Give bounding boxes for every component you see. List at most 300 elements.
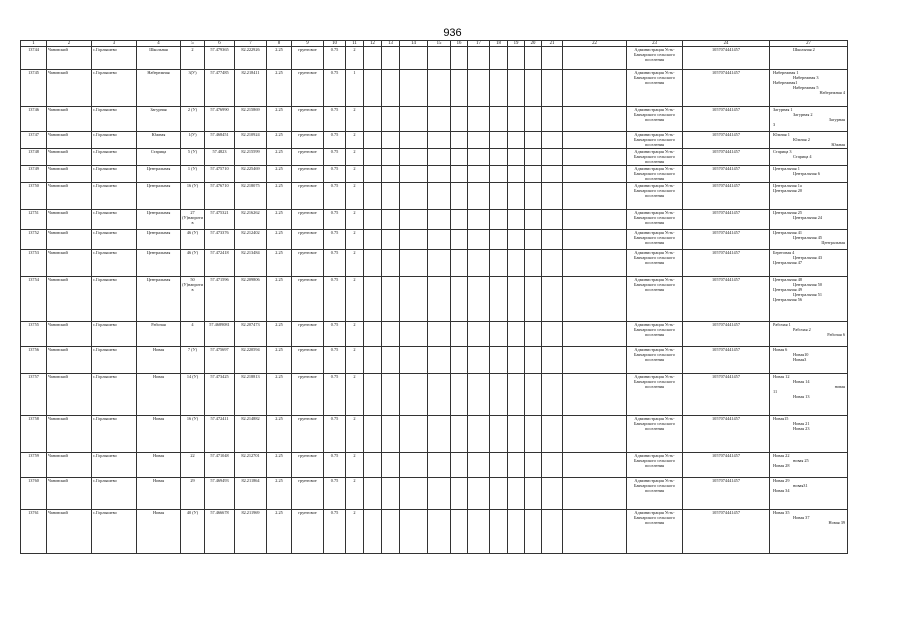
cell-empty-20: [525, 416, 542, 453]
table-row: [21, 107, 848, 132]
cell-area: 2.25: [267, 374, 292, 416]
served-address: Новая 22: [773, 453, 790, 458]
cell-empty-22: [563, 70, 627, 107]
cell-id: 12751: [21, 210, 47, 230]
cell-empty-16: [451, 453, 468, 478]
cell-empty-18: [490, 510, 508, 554]
cell-district: Чановский: [47, 347, 92, 374]
cell-longitude: 82.209806: [235, 277, 267, 322]
cell-empty-17: [468, 347, 490, 374]
cell-latitude: 57.476990: [205, 107, 235, 132]
cell-empty-20: [525, 132, 542, 149]
served-address: Центральная 48: [773, 277, 802, 282]
cell-id: 13747: [21, 132, 47, 149]
cell-street: Новая: [137, 416, 181, 453]
cell-house: 4: [181, 322, 205, 347]
table-row: [21, 70, 848, 107]
cell-empty-22: [563, 149, 627, 166]
cell-volume: 0.75: [324, 230, 346, 250]
column-number-20: 20: [525, 41, 542, 47]
cell-district: Чановский: [47, 132, 92, 149]
cell-empty-14: [400, 107, 428, 132]
column-number-12: 12: [364, 41, 382, 47]
cell-empty-21: [542, 183, 563, 210]
cell-containers: 2: [346, 107, 364, 132]
cell-empty-16: [451, 230, 468, 250]
cell-organization: Администрация Усть-Бакчарского сельского поселения: [627, 149, 683, 166]
cell-street: Новая: [137, 453, 181, 478]
cell-empty-15: [428, 149, 451, 166]
cell-empty-16: [451, 166, 468, 183]
cell-empty-13: [382, 166, 400, 183]
cell-house: 29: [181, 478, 205, 510]
column-number-13: 13: [382, 41, 400, 47]
served-address: Новая 12: [773, 374, 790, 379]
cell-containers: 1: [346, 70, 364, 107]
cell-empty-22: [563, 47, 627, 70]
cell-latitude: 57.471048: [205, 453, 235, 478]
cell-organization: Администрация Усть-Бакчарского сельского поселения: [627, 250, 683, 277]
cell-id: 13748: [21, 149, 47, 166]
cell-empty-13: [382, 230, 400, 250]
cell-area: 2.25: [267, 149, 292, 166]
cell-empty-21: [542, 510, 563, 554]
cell-empty-13: [382, 107, 400, 132]
cell-volume: 0.75: [324, 250, 346, 277]
cell-empty-15: [428, 107, 451, 132]
table-row: [21, 374, 848, 416]
served-address: Центральная: [821, 240, 845, 245]
served-address: Загурная: [828, 117, 845, 122]
cell-empty-21: [542, 416, 563, 453]
cell-empty-16: [451, 347, 468, 374]
cell-empty-13: [382, 70, 400, 107]
cell-street: Новая: [137, 374, 181, 416]
cell-empty-20: [525, 478, 542, 510]
served-address: Новая 35: [773, 510, 790, 515]
cell-empty-12: [364, 510, 382, 554]
column-number-9: 9: [292, 41, 324, 47]
cell-empty-17: [468, 453, 490, 478]
registry-table: [20, 40, 848, 554]
column-number-18: 18: [490, 41, 508, 47]
served-address: Центральная 56: [773, 297, 802, 302]
cell-id: 13759: [21, 453, 47, 478]
cell-empty-16: [451, 107, 468, 132]
column-number-10: 10: [324, 41, 346, 47]
cell-empty-12: [364, 183, 382, 210]
cell-latitude: 57.4689081: [205, 322, 235, 347]
cell-longitude: 82.213484: [235, 250, 267, 277]
served-address: Старица 3: [773, 149, 792, 154]
cell-area: 2.25: [267, 277, 292, 322]
served-address: Центральная 50: [793, 282, 822, 287]
cell-longitude: 82.211969: [235, 510, 267, 554]
cell-empty-21: [542, 277, 563, 322]
cell-empty-12: [364, 230, 382, 250]
column-number-16: 16: [451, 41, 468, 47]
cell-surface: грунтовое: [292, 183, 324, 210]
served-address: Центральная 6: [793, 171, 820, 176]
cell-empty-19: [508, 250, 525, 277]
cell-latitude: 57.475697: [205, 347, 235, 374]
cell-empty-17: [468, 416, 490, 453]
cell-locality: с.Горлышево: [92, 70, 137, 107]
served-address: Новая 28: [773, 463, 790, 468]
cell-empty-15: [428, 132, 451, 149]
served-address: Новая 14: [793, 379, 810, 384]
cell-empty-17: [468, 166, 490, 183]
column-number-5: 5: [181, 41, 205, 47]
served-address: Набережная 4: [819, 90, 845, 95]
cell-empty-16: [451, 149, 468, 166]
served-address: Южная: [831, 142, 845, 147]
cell-empty-15: [428, 250, 451, 277]
cell-id: 13760: [21, 478, 47, 510]
served-address: Центральная 25: [773, 210, 802, 215]
cell-empty-14: [400, 47, 428, 70]
table-row: [21, 250, 848, 277]
cell-empty-16: [451, 478, 468, 510]
cell-empty-16: [451, 374, 468, 416]
cell-volume: 0.75: [324, 183, 346, 210]
cell-empty-17: [468, 107, 490, 132]
cell-district: Чановский: [47, 183, 92, 210]
cell-containers: 2: [346, 132, 364, 149]
cell-organization: Администрация Усть-Бакчарского сельского поселения: [627, 47, 683, 70]
served-address: Новая 13: [793, 394, 810, 399]
cell-empty-19: [508, 166, 525, 183]
cell-district: Чановский: [47, 250, 92, 277]
column-number-17: 17: [468, 41, 490, 47]
cell-house: 27 (У)напротив: [181, 210, 205, 230]
column-number-3: 3: [92, 41, 137, 47]
cell-empty-17: [468, 322, 490, 347]
cell-ogrn: 1057074441457: [683, 132, 770, 149]
cell-empty-14: [400, 132, 428, 149]
cell-empty-15: [428, 210, 451, 230]
cell-served-addresses: [770, 149, 848, 166]
cell-empty-17: [468, 250, 490, 277]
cell-volume: 0.75: [324, 374, 346, 416]
cell-latitude: 57.475710: [205, 166, 235, 183]
cell-surface: грунтовое: [292, 210, 324, 230]
cell-ogrn: 1057074441457: [683, 416, 770, 453]
cell-surface: грунтовое: [292, 70, 324, 107]
served-address: Центральная 43: [793, 255, 822, 260]
cell-street: Центральная: [137, 250, 181, 277]
column-number-23: 23: [627, 41, 683, 47]
cell-empty-15: [428, 478, 451, 510]
cell-latitude: 57.468451: [205, 132, 235, 149]
cell-served-addresses: [770, 210, 848, 230]
cell-ogrn: 1057074441457: [683, 322, 770, 347]
cell-empty-13: [382, 453, 400, 478]
cell-latitude: 57.476710: [205, 183, 235, 210]
column-number-8: 8: [267, 41, 292, 47]
cell-surface: грунтовое: [292, 230, 324, 250]
served-address: Загурная 1: [773, 107, 793, 112]
cell-empty-18: [490, 47, 508, 70]
cell-street: Новая: [137, 478, 181, 510]
cell-ogrn: 1057074441457: [683, 347, 770, 374]
cell-ogrn: 1057074441457: [683, 250, 770, 277]
cell-served-addresses: [770, 166, 848, 183]
cell-area: 2.25: [267, 132, 292, 149]
cell-area: 2.25: [267, 250, 292, 277]
cell-volume: 0.75: [324, 347, 346, 374]
cell-area: 2.25: [267, 107, 292, 132]
cell-empty-20: [525, 453, 542, 478]
cell-house: 40 (У): [181, 510, 205, 554]
cell-locality: с.Горлышево: [92, 277, 137, 322]
column-number-6: 6: [205, 41, 235, 47]
table-row: [21, 478, 848, 510]
cell-ogrn: 1057074441457: [683, 510, 770, 554]
cell-empty-19: [508, 510, 525, 554]
cell-empty-18: [490, 132, 508, 149]
cell-organization: Администрация Усть-Бакчарского сельского поселения: [627, 183, 683, 210]
cell-volume: 0.75: [324, 70, 346, 107]
cell-empty-16: [451, 70, 468, 107]
cell-empty-22: [563, 416, 627, 453]
cell-empty-13: [382, 132, 400, 149]
cell-empty-21: [542, 210, 563, 230]
cell-empty-22: [563, 277, 627, 322]
cell-id: 13744: [21, 47, 47, 70]
cell-empty-18: [490, 107, 508, 132]
cell-empty-13: [382, 322, 400, 347]
cell-served-addresses: [770, 183, 848, 210]
cell-house: 14 (У): [181, 374, 205, 416]
cell-latitude: 57.473376: [205, 230, 235, 250]
cell-street: Новая: [137, 347, 181, 374]
cell-area: 2.25: [267, 510, 292, 554]
cell-served-addresses: [770, 230, 848, 250]
cell-empty-22: [563, 510, 627, 554]
cell-surface: грунтовое: [292, 416, 324, 453]
served-address: Рабочая 6: [827, 332, 845, 337]
cell-id: 13761: [21, 510, 47, 554]
cell-street: Набережная: [137, 70, 181, 107]
cell-empty-22: [563, 250, 627, 277]
cell-empty-14: [400, 230, 428, 250]
cell-empty-22: [563, 478, 627, 510]
cell-empty-13: [382, 416, 400, 453]
cell-empty-19: [508, 70, 525, 107]
cell-empty-19: [508, 183, 525, 210]
cell-empty-14: [400, 453, 428, 478]
table-row: [21, 132, 848, 149]
cell-empty-15: [428, 183, 451, 210]
cell-longitude: 82.218813: [235, 374, 267, 416]
cell-ogrn: 1057074441457: [683, 107, 770, 132]
cell-empty-17: [468, 478, 490, 510]
cell-id: 13754: [21, 277, 47, 322]
cell-organization: Администрация Усть-Бакчарского сельского поселения: [627, 132, 683, 149]
cell-street: Школьная: [137, 47, 181, 70]
cell-empty-14: [400, 374, 428, 416]
registry-table-body: [21, 41, 848, 554]
cell-containers: 2: [346, 230, 364, 250]
served-address: Новая 34: [773, 488, 790, 493]
served-address: Новая 39: [828, 520, 845, 525]
column-number-7: 7: [235, 41, 267, 47]
cell-organization: Администрация Усть-Бакчарского сельского поселения: [627, 210, 683, 230]
cell-empty-19: [508, 132, 525, 149]
cell-locality: с.Горлышево: [92, 322, 137, 347]
cell-surface: грунтовое: [292, 166, 324, 183]
served-address: Центральная 51: [793, 292, 822, 297]
cell-containers: 2: [346, 183, 364, 210]
cell-empty-19: [508, 416, 525, 453]
cell-surface: грунтовое: [292, 277, 324, 322]
served-address: Центральная 20: [773, 188, 802, 193]
cell-street: Центральная: [137, 277, 181, 322]
cell-longitude: 82.207473: [235, 322, 267, 347]
served-address: новая31: [793, 483, 808, 488]
cell-empty-17: [468, 149, 490, 166]
cell-area: 2.25: [267, 478, 292, 510]
cell-street: Новая: [137, 510, 181, 554]
cell-longitude: 82.222926: [235, 47, 267, 70]
cell-latitude: 57.477485: [205, 70, 235, 107]
served-address: Набережная 1: [773, 70, 799, 75]
cell-empty-16: [451, 250, 468, 277]
cell-latitude: 57.475321: [205, 210, 235, 230]
cell-empty-18: [490, 347, 508, 374]
cell-volume: 0.75: [324, 166, 346, 183]
cell-volume: 0.75: [324, 107, 346, 132]
cell-containers: 2: [346, 47, 364, 70]
cell-empty-18: [490, 183, 508, 210]
cell-volume: 0.75: [324, 478, 346, 510]
cell-empty-21: [542, 374, 563, 416]
cell-street: Южная: [137, 132, 181, 149]
cell-locality: с.Горлышево: [92, 47, 137, 70]
cell-surface: грунтовое: [292, 453, 324, 478]
cell-locality: с.Горлышево: [92, 347, 137, 374]
cell-empty-18: [490, 250, 508, 277]
cell-empty-19: [508, 478, 525, 510]
cell-empty-16: [451, 322, 468, 347]
cell-served-addresses: [770, 374, 848, 416]
cell-empty-15: [428, 166, 451, 183]
cell-empty-15: [428, 510, 451, 554]
cell-empty-21: [542, 322, 563, 347]
cell-house: 1(У): [181, 132, 205, 149]
cell-empty-14: [400, 510, 428, 554]
cell-organization: Администрация Усть-Бакчарского сельского поселения: [627, 416, 683, 453]
cell-latitude: 57.466678: [205, 510, 235, 554]
cell-latitude: 57.4823: [205, 149, 235, 166]
cell-empty-20: [525, 277, 542, 322]
served-address: Новая15: [773, 416, 789, 421]
cell-empty-12: [364, 210, 382, 230]
served-address: Центральная 24: [793, 215, 822, 220]
cell-volume: 0.75: [324, 132, 346, 149]
cell-locality: с.Горлышево: [92, 183, 137, 210]
cell-empty-14: [400, 166, 428, 183]
cell-empty-17: [468, 132, 490, 149]
cell-longitude: 82.212402: [235, 230, 267, 250]
cell-empty-14: [400, 210, 428, 230]
cell-empty-20: [525, 210, 542, 230]
table-row: [21, 149, 848, 166]
column-number-21: 21: [542, 41, 563, 47]
cell-empty-16: [451, 183, 468, 210]
cell-longitude: 82.218075: [235, 183, 267, 210]
table-row: [21, 277, 848, 322]
cell-empty-21: [542, 166, 563, 183]
cell-volume: 0.75: [324, 510, 346, 554]
cell-containers: 2: [346, 347, 364, 374]
cell-empty-19: [508, 322, 525, 347]
cell-latitude: 57.472418: [205, 250, 235, 277]
cell-empty-14: [400, 277, 428, 322]
cell-latitude: 57.479365: [205, 47, 235, 70]
cell-district: Чановский: [47, 416, 92, 453]
cell-empty-12: [364, 374, 382, 416]
cell-containers: 2: [346, 322, 364, 347]
cell-volume: 0.75: [324, 47, 346, 70]
cell-empty-12: [364, 322, 382, 347]
served-address: Рабочая 1: [773, 322, 791, 327]
cell-area: 2.25: [267, 347, 292, 374]
table-row: [21, 183, 848, 210]
cell-empty-12: [364, 478, 382, 510]
table-row: [21, 453, 848, 478]
cell-empty-18: [490, 416, 508, 453]
cell-empty-18: [490, 478, 508, 510]
cell-empty-22: [563, 347, 627, 374]
cell-empty-15: [428, 453, 451, 478]
cell-empty-20: [525, 166, 542, 183]
cell-empty-19: [508, 47, 525, 70]
served-address: Старица 4: [793, 154, 812, 159]
cell-house: 5 (У): [181, 149, 205, 166]
cell-served-addresses: [770, 322, 848, 347]
cell-empty-21: [542, 70, 563, 107]
cell-street: Центральная: [137, 210, 181, 230]
cell-empty-18: [490, 210, 508, 230]
cell-ogrn: 1057074441457: [683, 230, 770, 250]
cell-empty-20: [525, 250, 542, 277]
cell-street: Центральная: [137, 166, 181, 183]
cell-containers: 2: [346, 277, 364, 322]
served-address: Береговая 4: [773, 250, 795, 255]
cell-street: Центральная: [137, 230, 181, 250]
cell-empty-19: [508, 347, 525, 374]
cell-district: Чановский: [47, 166, 92, 183]
served-address: Новая10: [793, 352, 809, 357]
cell-ogrn: 1057074441457: [683, 183, 770, 210]
served-address: Центральная 47: [773, 260, 802, 265]
served-address: новая: [834, 384, 845, 389]
cell-ogrn: 1057074441457: [683, 210, 770, 230]
cell-ogrn: 1057074441457: [683, 70, 770, 107]
cell-empty-15: [428, 322, 451, 347]
cell-empty-20: [525, 47, 542, 70]
column-number-1: 1: [21, 41, 47, 47]
cell-ogrn: 1057074441457: [683, 166, 770, 183]
column-number-24: 24: [683, 41, 770, 47]
cell-house: 46 (У): [181, 230, 205, 250]
cell-locality: с.Горлышево: [92, 166, 137, 183]
cell-volume: 0.75: [324, 149, 346, 166]
served-address: Центральная 1а: [773, 183, 802, 188]
cell-empty-19: [508, 453, 525, 478]
